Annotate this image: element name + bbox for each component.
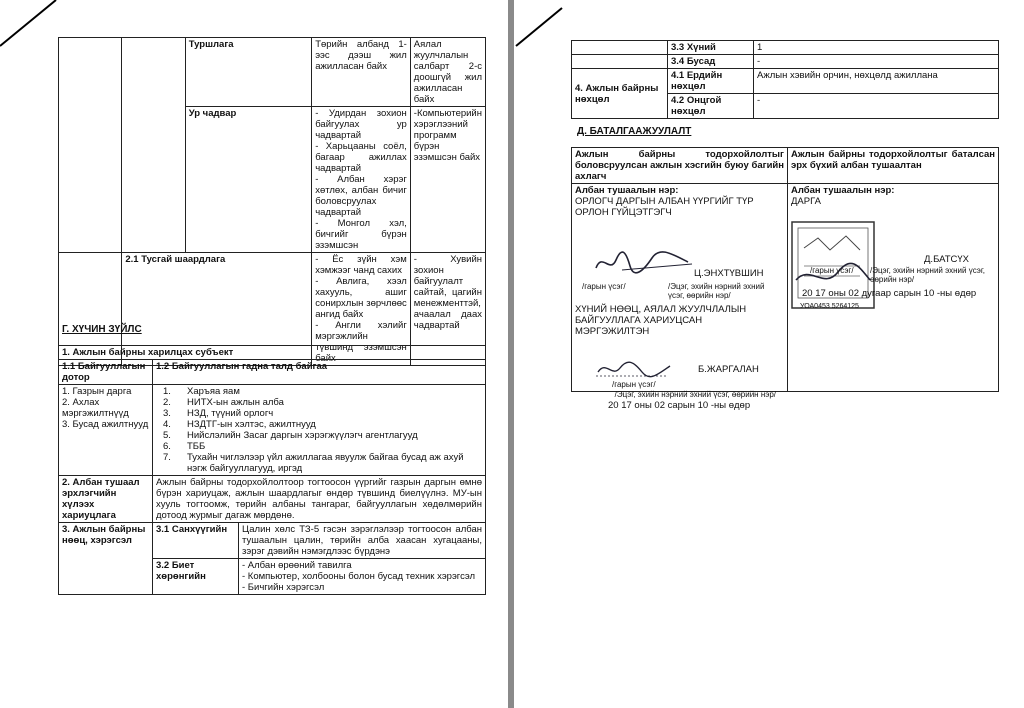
list-item: 3. Бусад ажилтнууд xyxy=(62,419,149,430)
date-right: 20 17 оны 02 дугаар сарын 10 -ны өдөр xyxy=(802,288,977,299)
list-item: 1. Газрын дарга xyxy=(62,386,132,397)
position-title-2: ХҮНИЙ НӨӨЦ, АЯЛАЛ ЖУУЛЧЛАЛЫН БАЙГУУЛЛАГА ХАРИУЦСАН МЭРГЭЖИЛТЭН xyxy=(575,304,747,337)
table-row xyxy=(572,69,999,94)
list-item: 2. Ахлах мэргэжилтнүүд xyxy=(62,397,129,419)
special-conditions-value: - xyxy=(754,94,999,119)
row-label-special: 2.1 Тусгай шаардлага xyxy=(122,253,312,366)
list-item: - Компьютер, холбооны болон бусад техник хэрэгсэл xyxy=(242,571,476,582)
position-title: ОРЛОГЧ ДАРГЫН АЛБАН ҮҮРГИЙГ ТҮР ОРЛОН ГҮЙЦЭТГЭГЧ xyxy=(575,196,754,218)
list-item: - Авлига, хээл хахууль, ашиг сонирхлын зөрчлөөс ангид байх xyxy=(315,276,407,320)
skills-specific: -Компьютерийн хэрэглээний программ бүрэн эзэмшсэн байх xyxy=(410,107,485,253)
table-row xyxy=(572,55,999,69)
signature-2 xyxy=(594,358,674,380)
normal-conditions-label: 4.1 Ердийн нөхцөл xyxy=(668,69,754,94)
work-conditions-label: 4. Ажлын байрны нөхцөл xyxy=(572,69,668,119)
date-left: 20 17 оны 02 сарын 10 -ны өдөр xyxy=(608,400,751,411)
signer-3-name: Д.БАТСҮХ xyxy=(924,254,969,265)
list-item: - Албан өрөөний тавилга xyxy=(242,560,352,571)
position-title-right: ДАРГА xyxy=(791,196,821,207)
other-resources-value: - xyxy=(754,55,999,69)
table-row xyxy=(59,360,486,385)
requirements-table xyxy=(58,37,486,366)
document-page-left xyxy=(0,0,508,708)
table-row xyxy=(59,476,486,523)
list-item: 5. Нийслэлийн Засаг даргын хэрэгжүүлэгч агентлагууд xyxy=(163,430,418,441)
special-conditions-label: 4.2 Онцгой нөхцөл xyxy=(668,94,754,119)
table-row xyxy=(572,184,999,392)
page-corner-mark xyxy=(0,0,60,50)
approval-table xyxy=(571,147,999,411)
table-cell xyxy=(572,41,668,55)
list-item: 6. ТББ xyxy=(163,441,206,452)
internal-header: 1.1 Байгууллагын дотор xyxy=(59,360,153,385)
responsibility-text: Ажлын байрны тодорхойлолтоор тогтоосон үүргийг газрын даргын өмнө бүрэн хариуцаж, ажлын шаардлагыг өндөр түвшинд биелүүлнэ. МУ-ын хууль тогтоомж, төрийн албаны тангараг, байгууллагын хөдөлмөрийн дотоод журмыг дагаж мөрдөнө. xyxy=(153,476,486,523)
list-item: 4. НЗДТГ-ын хэлтэс, ажилтнууд xyxy=(163,419,316,430)
table-row xyxy=(59,523,486,559)
signer-2-name: Б.ЖАРГАЛАН xyxy=(698,364,759,375)
row-label-skills: Ур чадвар xyxy=(185,107,312,253)
material-list xyxy=(239,559,486,595)
experience-general: Төрийн албанд 1-ээс дээш жил ажилласан байх xyxy=(312,38,411,107)
stamp-code: УОА0453 5264125 xyxy=(800,303,859,310)
factors-subject-heading: 1. Ажлын байрны харилцах субъект xyxy=(59,346,486,360)
material-label: 3.2 Биет хөрөнгийн xyxy=(153,559,239,595)
list-item: - Харьцааны соёл, багаар ажиллах чадвартай xyxy=(315,141,407,174)
approval-right-body xyxy=(788,184,999,392)
document-page-right xyxy=(514,0,1024,708)
list-item: - Удирдан зохион байгуулах ур чадвартай xyxy=(315,108,407,141)
approval-right-header: Ажлын байрны тодорхойлолтыг баталсан эрх бүхий албан тушаалтан xyxy=(788,148,999,184)
list-item: 1. Харъяа яам xyxy=(163,386,240,397)
signature-3-caption: /гарын үсэг/ xyxy=(810,266,854,275)
signature-2-caption: /гарын үсэг/ xyxy=(612,380,656,389)
list-item: 3. НЗД, түүний орлогч xyxy=(163,408,274,419)
signature-1-caption: /гарын үсэг/ xyxy=(582,282,626,291)
factors-table xyxy=(58,345,486,595)
human-resources-label: 3.3 Хүний xyxy=(668,41,754,55)
page-corner-mark xyxy=(514,0,564,50)
resources-label: 3. Ажлын байрны нөөц, хэрэгсэл xyxy=(59,523,153,595)
internal-list xyxy=(59,385,153,476)
position-label-right: Албан тушаалын нэр: xyxy=(791,185,895,196)
list-item: - Албан хэрэг хөтлөх, албан бичиг боловсруулах чадвартай xyxy=(315,174,407,218)
list-item: - Ёс зүйн хэм хэмжээг чанд сахих xyxy=(315,254,407,276)
finance-text: Цалин хөлс ТЗ-5 гэсэн зэрэглэлээр тогтоосон албан тушаалын цалин, төрийн алба хаасан хугацааны, зэрэг дэвийн нэмэгдлээс бүрдэнэ xyxy=(239,523,486,559)
approval-left-header: Ажлын байрны тодорхойлолтыг боловсруулсан ажлын хэсгийн буюу багийн ахлагч xyxy=(572,148,788,184)
responsibility-label: 2. Албан тушаал эрхлэгчийн хүлээх хариуцлага xyxy=(59,476,153,523)
table-cell xyxy=(572,55,668,69)
approval-left-body xyxy=(572,184,788,411)
special-specific: - Хувийн зохион байгуулалт сайтай, цагийн менежменттэй, ачаалал даах чадвартай xyxy=(410,253,485,366)
human-resources-value: 1 xyxy=(754,41,999,55)
signer-1-caption: /Эцэг, эхийн нэрний эхний үсэг, өөрийн нэр/ xyxy=(668,282,765,300)
table-row xyxy=(59,385,486,476)
signer-1-name: Ц.ЭНХТҮВШИН xyxy=(694,268,764,279)
section-d-title: Д. БАТАЛГААЖУУЛАЛТ xyxy=(577,126,692,137)
table-cell xyxy=(59,38,122,253)
other-resources-label: 3.4 Бусад xyxy=(668,55,754,69)
finance-label: 3.1 Санхүүгийн xyxy=(153,523,239,559)
table-row xyxy=(572,148,999,184)
conditions-table xyxy=(571,40,999,119)
list-item: 2. НИТХ-ын ажлын алба xyxy=(163,397,284,408)
signer-2-caption: /Эцэг, эхийн нэрний эхний үсэг, өөрийн нэр/ xyxy=(614,390,776,399)
table-row xyxy=(572,41,999,55)
table-cell xyxy=(122,38,185,253)
signer-3-caption: /Эцэг, эхийн нэрний эхний үсэг, өөрийн нэр/ xyxy=(870,266,986,284)
experience-specific: Аялал жуулчлалын салбарт 2-с доошгүй жил ажилласан байх xyxy=(410,38,485,107)
external-list xyxy=(153,385,486,476)
list-item: - Англи хэлийг мэргэжлийн түвшинд эзэмшсэн байх xyxy=(315,320,407,364)
row-label-experience: Туршлага xyxy=(185,38,312,107)
list-item: - Бичгийн хэрэгсэл xyxy=(242,582,325,593)
list-item: - Монгол хэл, бичгийг бүрэн эзэмшсэн xyxy=(315,218,407,251)
table-row xyxy=(59,38,486,107)
normal-conditions-value: Ажлын хэвийн орчин, нөхцөлд ажиллана xyxy=(754,69,999,94)
skills-general xyxy=(312,107,411,253)
table-row xyxy=(59,346,486,360)
section-g-title: Г. ХҮЧИН ЗҮЙЛС xyxy=(62,324,142,335)
external-header: 1.2 Байгууллагын гадна талд байгаа xyxy=(153,360,486,385)
list-item: 7. Тухайн чиглэлээр үйл ажиллагаа явуулж байгаа бусад аж ахуй нэгж байгууллагууд, иргэд xyxy=(163,452,464,474)
signature-1 xyxy=(592,248,702,278)
position-label: Албан тушаалын нэр: xyxy=(575,185,679,196)
